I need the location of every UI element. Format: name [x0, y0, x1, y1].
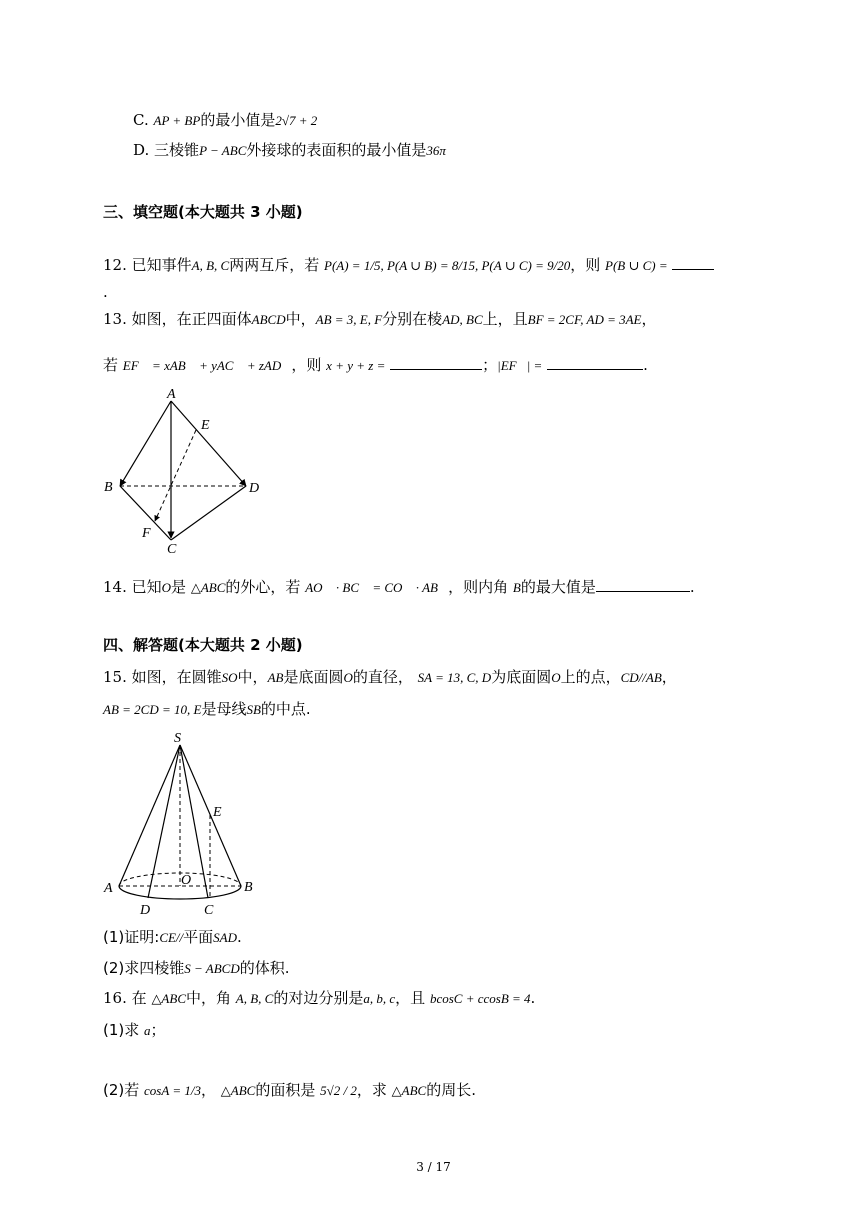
- section4-title: 四、解答题(本大题共 2 小题): [103, 636, 303, 654]
- q15-o2: O: [551, 670, 561, 685]
- option-d: [133, 140, 446, 161]
- q14-condition: AO⃗ · BC⃗ = CO⃗ · AB⃗: [305, 580, 449, 595]
- option-c-label: C.: [133, 111, 149, 129]
- q13-answer2-blank[interactable]: [547, 355, 643, 370]
- question-14: [103, 577, 695, 598]
- q13-vector-eq: EF⃗ = xAB⃗ + yAC⃗ + zAD⃗: [122, 358, 292, 373]
- question-15: [103, 667, 677, 688]
- q16-equation: bcosC + ccosB = 4: [429, 991, 531, 1006]
- question-15-line2: [103, 699, 311, 720]
- q15-number: 15.: [103, 668, 127, 686]
- q16-part2-e: 的周长.: [426, 1081, 476, 1099]
- label-b: B: [104, 480, 113, 495]
- q16-sides: a, b, c: [363, 991, 396, 1006]
- q15-part1-a: (1)证明:: [103, 928, 160, 946]
- q14-answer-blank[interactable]: [596, 577, 690, 592]
- vector-ef: [155, 430, 196, 521]
- q14-o: O: [161, 580, 172, 595]
- q13-text5: ，: [641, 310, 657, 328]
- q15-sb: SB: [246, 702, 261, 717]
- q14-end: .: [689, 578, 695, 596]
- question-13: [103, 309, 657, 330]
- q15-part2-a: (2)求四棱锥: [103, 959, 185, 977]
- q16-triangle3: △ABC: [391, 1083, 427, 1098]
- q13-relation: BF = 2CF, AD = 3AE: [527, 312, 642, 327]
- q15-so: SO: [221, 670, 238, 685]
- q15-part1-e: .: [237, 928, 242, 946]
- q14-b: B: [512, 580, 521, 595]
- q15-text2: 中，: [237, 668, 268, 686]
- q16-triangle: △ABC: [151, 991, 186, 1006]
- section3-title: 三、填空题(本大题共 3 小题): [103, 203, 303, 221]
- option-d-text2: 外接球的表面积的最小值是: [246, 141, 427, 159]
- label-o: O: [181, 873, 192, 888]
- label-e15: E: [213, 805, 222, 820]
- q16-text2: 中，角: [186, 989, 232, 1007]
- q16-cosA: cosA = 1/3: [144, 1083, 201, 1098]
- q16-text4: ，且: [395, 989, 426, 1007]
- q13-number: 13.: [103, 310, 127, 328]
- q15-line2: AB = 2CD = 10, E: [103, 702, 202, 717]
- question-13-line2: [103, 355, 648, 376]
- q16-area: 5√2 / 2: [320, 1083, 357, 1098]
- option-c-text: 的最小值是: [200, 111, 276, 129]
- q15-part2-b: S − ABCD: [184, 961, 240, 976]
- option-d-value: 36π: [426, 143, 446, 158]
- q15-o: O: [343, 670, 353, 685]
- q16-part2: [103, 1080, 476, 1101]
- label-e: E: [201, 418, 210, 433]
- label-c: C: [167, 542, 177, 557]
- q16-part1-a: (1)求: [103, 1021, 140, 1039]
- option-d-label: D.: [133, 141, 150, 159]
- q13-text2: 中，: [285, 310, 316, 328]
- edge-cd: [171, 486, 246, 540]
- q13-text1: 如图，在正四面体: [131, 310, 252, 328]
- q16-part2-b: ，: [200, 1081, 216, 1099]
- option-d-text1: 三棱锥: [154, 141, 200, 159]
- q12-answer-blank[interactable]: [672, 255, 714, 270]
- q14-number: 14.: [103, 578, 127, 596]
- edge-ab: [120, 401, 171, 486]
- label-s: S: [174, 731, 181, 746]
- option-d-expr: P − ABC: [199, 143, 247, 158]
- q16-text5: .: [530, 989, 536, 1007]
- q13-separator: ；: [482, 356, 498, 374]
- q13-end: .: [643, 356, 648, 374]
- q12-number: 12.: [103, 256, 127, 274]
- q15-text9: 的中点.: [260, 700, 311, 718]
- label-b15: B: [244, 880, 253, 895]
- q15-text5: 为底面圆: [491, 668, 552, 686]
- q15-part1-c: 平面: [183, 928, 214, 946]
- q14-text4: ，则内角: [448, 578, 509, 596]
- q16-part2-c: 的面积是: [255, 1081, 316, 1099]
- option-c: [133, 110, 317, 131]
- q15-part1-b: CE//: [159, 930, 184, 945]
- q13-text4: 上，且: [482, 310, 528, 328]
- q16-number: 16.: [103, 989, 127, 1007]
- q15-part2: [103, 958, 290, 979]
- q13-text7: ，则: [291, 356, 322, 374]
- q13-text3: 分别在棱: [382, 310, 443, 328]
- q15-text1: 如图，在圆锥: [131, 668, 222, 686]
- q13-edges: AD, BC: [442, 312, 483, 327]
- option-c-value: 2√7 + 2: [275, 113, 318, 128]
- edge-ad: [171, 401, 246, 486]
- question-12: [103, 255, 714, 276]
- q15-text7: ，: [661, 668, 677, 686]
- q16-part1-b: a: [144, 1023, 151, 1038]
- label-c15: C: [204, 903, 214, 918]
- q12-vars: A, B, C: [191, 258, 230, 273]
- q12-tail: .: [103, 283, 108, 301]
- q15-text3: 是底面圆: [283, 668, 344, 686]
- q16-part2-a: (2)若: [103, 1081, 140, 1099]
- label-f: F: [142, 526, 151, 541]
- q14-text5: 的最大值是: [520, 578, 596, 596]
- label-a: A: [167, 387, 176, 402]
- q16-part2-d: ，求: [356, 1081, 387, 1099]
- q15-ab: AB: [267, 670, 284, 685]
- q16-angles: A, B, C: [235, 991, 274, 1006]
- q13-text6: 若: [103, 356, 119, 374]
- q14-text2: 是: [171, 578, 187, 596]
- q16-part1-c: ；: [150, 1021, 166, 1039]
- question-16: [103, 988, 535, 1009]
- q13-solid: ABCD: [251, 312, 286, 327]
- generatrix-sd: [148, 745, 180, 898]
- q12-text3: ，则: [570, 256, 601, 274]
- generatrix-sa: [119, 745, 180, 886]
- option-c-expr: AP + BP: [153, 113, 201, 128]
- q15-part1-d: SAD: [213, 930, 238, 945]
- page-number: 3 / 17: [416, 1160, 451, 1174]
- q15-text8: 是母线: [201, 700, 247, 718]
- q14-triangle: △ABC: [190, 580, 226, 595]
- q13-given: AB = 3, E, F: [315, 312, 383, 327]
- q15-part2-c: 的体积.: [239, 959, 290, 977]
- q13-answer1-blank[interactable]: [390, 355, 482, 370]
- q13-ask1: x + y + z =: [326, 358, 386, 373]
- q12-ask: P(B ∪ C) =: [605, 258, 668, 273]
- q14-text1: 已知: [131, 578, 162, 596]
- label-a15: A: [104, 881, 113, 896]
- q12-text2: 两两互斥，若: [229, 256, 320, 274]
- q12-condition: P(A) = 1/5, P(A ∪ B) = 8/15, P(A ∪ C) = 9/20: [324, 258, 571, 273]
- q16-part1: [103, 1020, 166, 1041]
- q13-ask2: |EF⃗| =: [497, 358, 543, 373]
- q15-given: SA = 13, C, D: [417, 670, 492, 685]
- q15-text4: 的直径，: [352, 668, 413, 686]
- tetrahedron-figure: [95, 383, 270, 563]
- q15-text6: 上的点，: [560, 668, 621, 686]
- q16-text1: 在: [131, 989, 147, 1007]
- q15-parallel: CD//AB: [620, 670, 662, 685]
- label-d: D: [249, 481, 260, 496]
- cone-figure: [100, 725, 260, 920]
- q16-triangle2: △ABC: [220, 1083, 256, 1098]
- q14-text3: 的外心，若: [225, 578, 301, 596]
- base-front-arc: [119, 886, 241, 899]
- q15-part1: [103, 927, 242, 948]
- label-d15: D: [140, 903, 151, 918]
- q12-text1: 已知事件: [131, 256, 192, 274]
- q16-text3: 的对边分别是: [273, 989, 364, 1007]
